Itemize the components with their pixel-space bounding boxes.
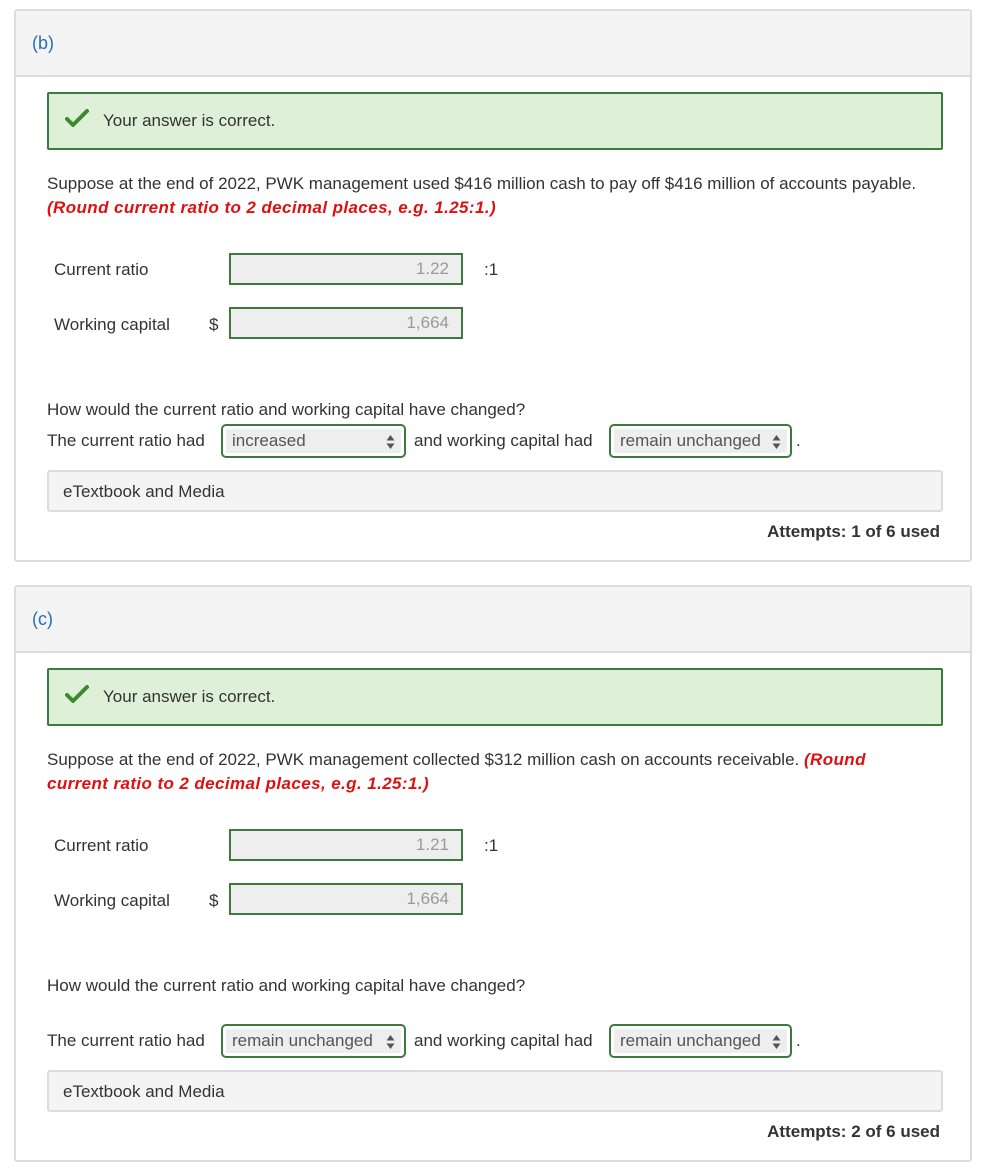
part-c-current-ratio-select[interactable] <box>221 1024 406 1058</box>
part-c-question <box>47 748 907 796</box>
part-c-correct-banner <box>47 668 943 726</box>
part-c-sentence-end: . <box>796 1031 801 1050</box>
part-b-working-capital-input[interactable]: 1,664 <box>229 307 463 339</box>
part-c-working-capital-label: Working capital <box>54 891 170 910</box>
part-c-etextbook-label: eTextbook and Media <box>63 1082 225 1101</box>
part-c-change-question: How would the current ratio and working capital have changed? <box>47 976 526 995</box>
part-b-etextbook-media[interactable] <box>47 470 943 512</box>
checkmark-icon <box>65 682 89 706</box>
part-b-sentence-end: . <box>796 431 801 450</box>
part-c-working-capital-select[interactable] <box>609 1024 792 1058</box>
part-c-ratio-suffix: :1 <box>484 836 499 855</box>
part-b-panel <box>14 9 972 562</box>
part-b-current-ratio-label: Current ratio <box>54 260 149 279</box>
part-c-instruction-line1: (Round <box>803 750 866 769</box>
part-b-working-capital-select-value: remain unchanged <box>620 431 761 450</box>
part-b-instruction: (Round current ratio to 2 decimal places, e.g. 1.25:1.) <box>47 198 497 217</box>
part-c-instruction-line2: current ratio to 2 decimal places, e.g. 1.25:1.) <box>47 774 430 793</box>
part-b-attempts: Attempts: 1 of 6 used <box>767 522 940 541</box>
part-b-question <box>47 172 947 220</box>
part-b-question-text: Suppose at the end of 2022, PWK management used $416 million cash to pay off $416 million of accounts payable. <box>47 174 917 193</box>
part-b-dollar-sign: $ <box>209 315 219 334</box>
part-c-current-ratio-input[interactable]: 1.21 <box>229 829 463 861</box>
part-b-working-capital-label: Working capital <box>54 315 170 334</box>
part-b-sentence-start: The current ratio had <box>47 431 205 450</box>
part-c-dollar-sign: $ <box>209 891 219 910</box>
part-b-etextbook-label: eTextbook and Media <box>63 482 225 501</box>
part-c-label: (c) <box>32 609 53 629</box>
part-b-header <box>16 11 970 77</box>
part-c-question-text: Suppose at the end of 2022, PWK management collected $312 million cash on accounts receivable. <box>47 750 800 769</box>
part-b-sentence-middle: and working capital had <box>414 431 593 450</box>
part-b-current-ratio-input[interactable]: 1.22 <box>229 253 463 285</box>
part-c-attempts: Attempts: 2 of 6 used <box>767 1122 940 1141</box>
part-c-sentence-start: The current ratio had <box>47 1031 205 1050</box>
part-b-label: (b) <box>32 33 54 53</box>
part-b-ratio-suffix: :1 <box>484 260 499 279</box>
updown-arrows-icon <box>386 1034 395 1050</box>
part-b-current-ratio-select[interactable] <box>221 424 406 458</box>
part-c-sentence-middle: and working capital had <box>414 1031 593 1050</box>
part-b-correct-banner <box>47 92 943 150</box>
part-c-working-capital-input[interactable]: 1,664 <box>229 883 463 915</box>
part-c-current-ratio-label: Current ratio <box>54 836 149 855</box>
part-b-change-question: How would the current ratio and working capital have changed? <box>47 400 526 419</box>
updown-arrows-icon <box>386 434 395 450</box>
part-c-current-ratio-select-value: remain unchanged <box>232 1031 373 1050</box>
part-b-correct-message: Your answer is correct. <box>103 111 276 130</box>
part-c-panel <box>14 585 972 1162</box>
part-c-correct-message: Your answer is correct. <box>103 687 276 706</box>
part-b-working-capital-select[interactable] <box>609 424 792 458</box>
updown-arrows-icon <box>772 434 781 450</box>
part-c-working-capital-select-value: remain unchanged <box>620 1031 761 1050</box>
part-c-header <box>16 587 970 653</box>
part-b-current-ratio-select-value: increased <box>232 431 306 450</box>
updown-arrows-icon <box>772 1034 781 1050</box>
checkmark-icon <box>65 106 89 130</box>
part-c-etextbook-media[interactable] <box>47 1070 943 1112</box>
